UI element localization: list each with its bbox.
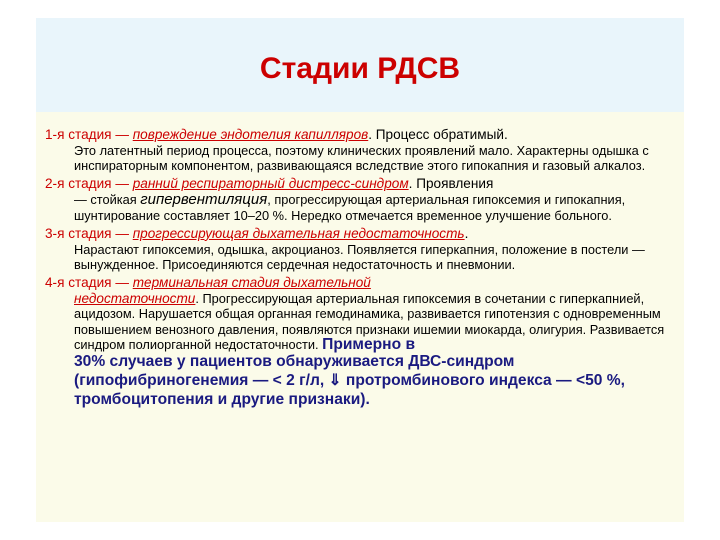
stage-1-name: повреждение эндотелия капилляров [132,127,369,142]
stage-2-number: 2-я стадия [45,176,112,192]
stage-1-number: 1-я стадия [45,127,112,142]
stage-1-heading [45,126,681,143]
stage-1-after: . Процесс обратимый. [368,127,508,142]
stage-2-name: ранний респираторный дистресс-синдром [132,176,409,192]
stage-4-after: . Прогрессирующая артериальная гипоксемия в [195,291,482,307]
stage-2-heading [45,175,681,192]
stage-1 [45,126,681,173]
stage-2-after: . Проявления [408,176,494,192]
stage-4-name-line1: терминальная стадия дыхательной [132,275,371,291]
stage-3-number: 3-я стадия [45,225,112,241]
stage-4-highlight: 30% случаев у пациентов обнаруживается ДВС-синдром (гипофибриногенемия — < 2 г/л, ⇓ протромбинового индекса — <50 %, тромбоцитопения и другие признаки). [74,353,625,409]
stage-2-text-after: , прогрессирующая артериальная гипоксемия и гипокапния, шунтирование составляет 10–20 %. Нередко отмечается временное улучшение больного. [74,192,626,223]
slide-title: Стадии РДСВ [259,52,461,85]
stage-3-heading [45,225,681,242]
title-band [36,18,684,112]
stage-4-name-line2: недостаточности [74,291,196,307]
stage-4-highlight-start: Примерно в [322,335,416,353]
stage-2 [45,175,681,222]
stage-4 [45,274,681,409]
stage-4-dash: — [111,275,133,291]
stage-3-text: Нарастают гипоксемия, одышка, акроцианоз. Появляется гиперкапния, положение в постели — вынужденное. Присоединяются сердечная недостаточность и пневмонии. [74,241,645,273]
stage-3 [45,225,681,272]
stage-2-emphasis: гипервентиляция [140,191,268,209]
stage-4-number: 4-я стадия [45,275,112,291]
stage-2-dash: — [111,176,133,192]
slide [36,18,684,522]
stage-4-text [74,291,681,352]
stage-4-body: сочетании с гиперкапнией, ацидозом. Нарушается общая органная гемодинамика, развивается гипотензия с одновременным повышением венозного давления, появляются признаки ишемии миокарда, олигурия. Развивается синдром полиорганной недостаточности. [74,291,665,352]
stage-2-text-before: — стойкая [74,192,141,208]
stage-3-after: . [464,225,469,241]
stage-2-text [74,192,681,222]
stage-3-name: прогрессирующая дыхательная недостаточность [132,225,465,241]
stage-3-dash: — [111,225,133,241]
slide-body [45,126,681,411]
stage-1-text: Это латентный период процесса, поэтому клинических проявлений мало. Характерны одышка с инспираторным компонентом, развивающаяся вследствие этого гипокапния и газовый алкалоз. [74,143,649,174]
stage-1-dash: — [111,127,133,142]
stage-4-heading [45,274,681,291]
